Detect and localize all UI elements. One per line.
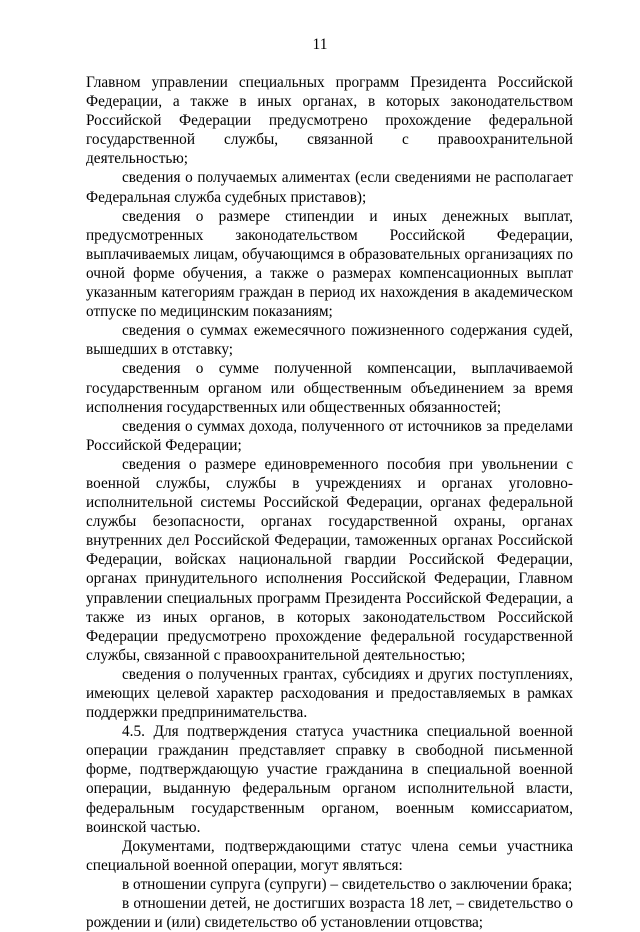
- paragraph-continuation: Главном управлении специальных программ Президента Российской Федерации, а также в иных органах, в которых законодательством Российской Федерации предусмотрено прохождение федеральной государственной службы, связанной с правоохранительной деятельностью;: [86, 74, 573, 168]
- paragraph-grants: сведения о полученных грантах, субсидиях и других поступлениях, имеющих целевой характер расходования и предоставляемых в рамках поддержки предпринимательства.: [86, 665, 573, 722]
- paragraph-judges-allowance: сведения о суммах ежемесячного пожизненного содержания судей, вышедших в отставку;: [86, 322, 573, 359]
- paragraph-alimony: сведения о получаемых алиментах (если сведениями не располагает Федеральная служба судебных приставов);: [86, 169, 573, 206]
- document-body: [86, 73, 573, 932]
- paragraph-spouse: в отношении супруга (супруги) – свидетельство о заключении брака;: [122, 875, 573, 893]
- paragraph-children: в отношении детей, не достигших возраста 18 лет, – свидетельство о рождении и (или) свидетельство об установлении отцовства;: [86, 895, 573, 932]
- paragraph-foreign-income: сведения о суммах дохода, полученного от источников за пределами Российской Федерации;: [86, 417, 573, 454]
- paragraph-severance: сведения о размере единовременного пособия при увольнении с военной службы, службы в учреждениях и органах уголовно-исполнительной системы Российской Федерации, органах федеральной службы безопасности, органах государственной охраны, органах внутренних дел Российской Федерации, таможенных органах Российской Федерации, войсках национальной гвардии Российской Федерации, органах принудительного исполнения Российской Федерации, Главном управлении специальных программ Президента Российской Федерации, а также из иных органов, в которых законодательством Российской Федерации предусмотрено прохождение федеральной государственной службы, связанной с правоохранительной деятельностью;: [86, 455, 573, 664]
- paragraph-section-4-5: 4.5. Для подтверждения статуса участника специальной военной операции гражданин представляет справку в свободной письменной форме, подтверждающую участие гражданина в специальной военной операции, выданную федеральным органом исполнительной власти, федеральным государственным органом, военным комиссариатом, воинской частью.: [86, 723, 573, 836]
- paragraph-stipend: сведения о размере стипендии и иных денежных выплат, предусмотренных законодательством Российской Федерации, выплачиваемых лицам, обучающимся в образовательных организациях по очной форме обучения, а также о размерах компенсационных выплат указанным категориям граждан в период их нахождения в академическом отпуске по медицинским показаниям;: [86, 207, 573, 321]
- paragraph-family-documents: Документами, подтверждающими статус члена семьи участника специальной военной операции, могут являться:: [86, 837, 573, 874]
- paragraph-compensation: сведения о сумме полученной компенсации, выплачиваемой государственным органом или общественным объединением за время исполнения государственных или общественных обязанностей;: [86, 360, 573, 416]
- page-number: 11: [312, 36, 328, 53]
